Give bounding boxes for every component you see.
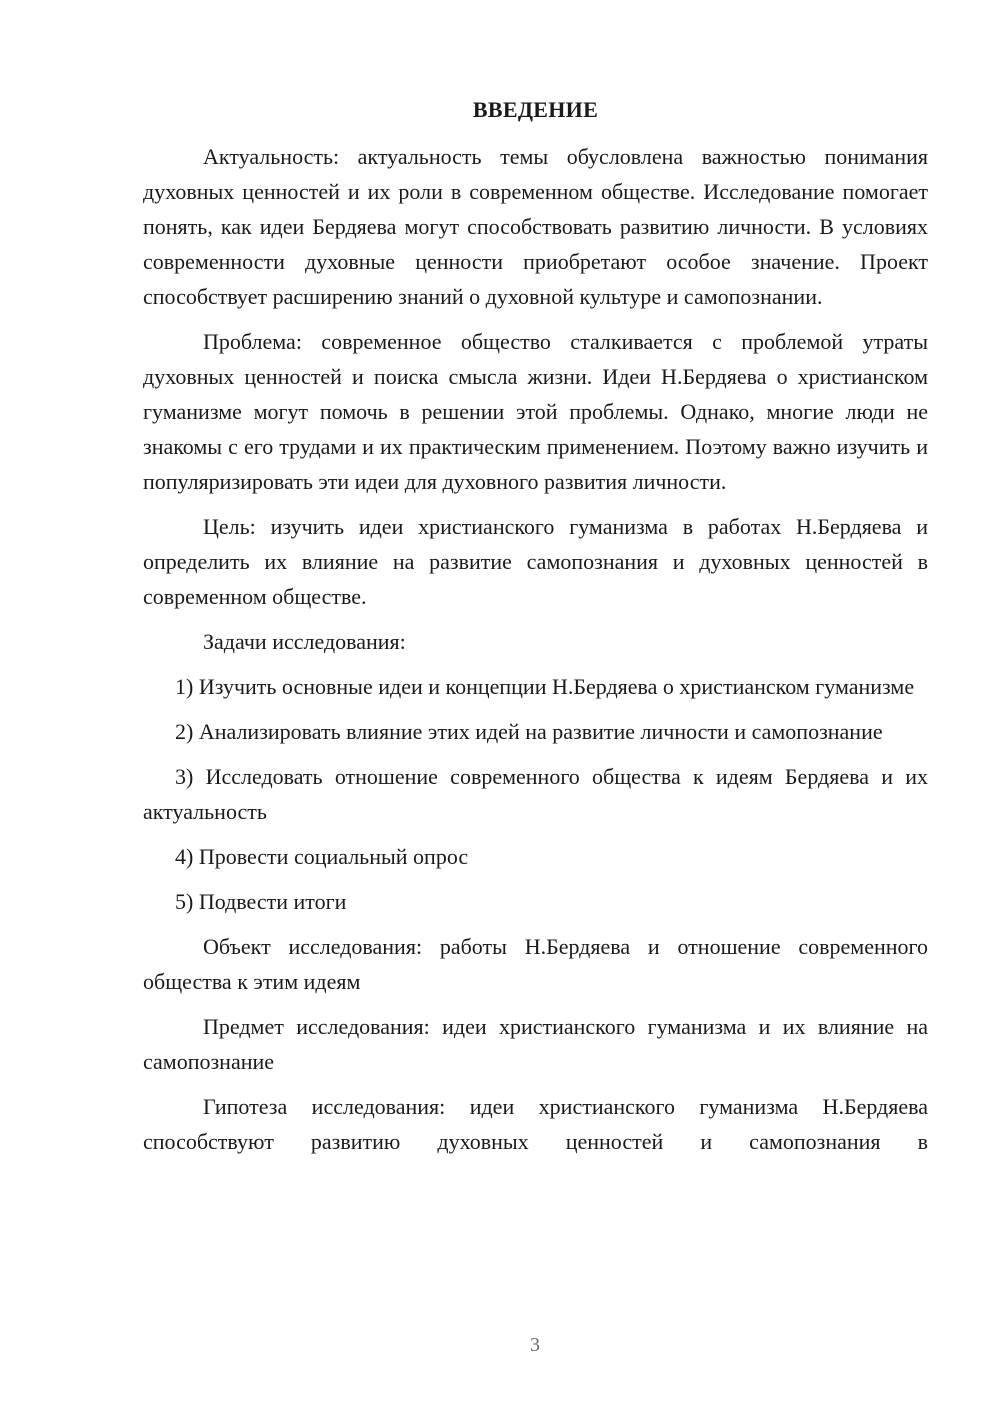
paragraph-goal: Цель: изучить идеи христианского гуманизма в работах Н.Бердяева и определить их влияние на развитие самопознания и духовных ценностей в современном обществе.: [143, 514, 928, 609]
list-item-task-2: 2) Анализировать влияние этих идей на развитие личности и самопознание: [175, 719, 883, 744]
page-title: ВВЕДЕНИЕ: [472, 97, 599, 122]
paragraph-tasks-heading: Задачи исследования:: [203, 629, 406, 654]
paragraph-object: Объект исследования: работы Н.Бердяева и отношение современного общества к этим идеям: [143, 934, 928, 994]
page-content: [143, 92, 928, 1169]
list-item-task-4: 4) Провести социальный опрос: [175, 844, 469, 869]
paragraph-subject: Предмет исследования: идеи христианского гуманизма и их влияние на самопознание: [143, 1014, 928, 1074]
paragraph-hypothesis: Гипотеза исследования: идеи христианского гуманизма Н.Бердяева способствуют развитию духовных ценностей и самопознания в: [143, 1094, 928, 1154]
list-item-task-3: 3) Исследовать отношение современного общества к идеям Бердяева и их актуальность: [143, 764, 928, 824]
page-number: 3: [530, 1334, 540, 1356]
paragraph-relevance: Актуальность: актуальность темы обусловлена важностью понимания духовных ценностей и их роли в современном обществе. Исследование помогает понять, как идеи Бердяева могут способствовать развитию личности. В условиях современности духовные ценности приобретают особое значение. Проект способствует расширению знаний о духовной культуре и самопознании.: [143, 144, 928, 309]
list-item-task-5: 5) Подвести итоги: [175, 889, 347, 914]
paragraph-problem: Проблема: современное общество сталкивается с проблемой утраты духовных ценностей и поиска смысла жизни. Идеи Н.Бердяева о христианском гуманизме могут помочь в решении этой проблемы. Однако, многие люди не знакомы с его трудами и их практическим применением. Поэтому важно изучить и популяризировать эти идеи для духовного развития личности.: [143, 329, 928, 494]
list-item-task-1: 1) Изучить основные идеи и концепции Н.Бердяева о христианском гуманизме: [175, 674, 915, 699]
